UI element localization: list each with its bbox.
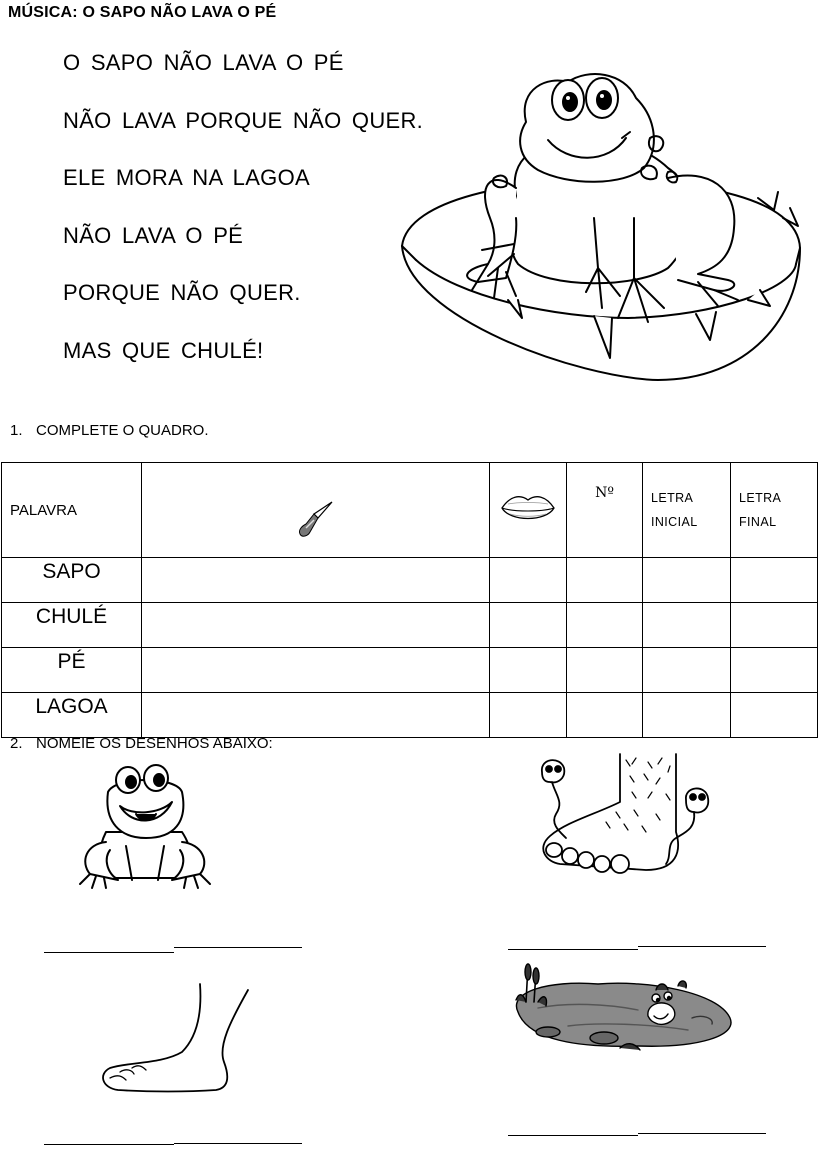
answer-line[interactable]	[44, 1144, 174, 1145]
number-cell[interactable]	[567, 603, 643, 648]
syllables-cell[interactable]	[490, 693, 567, 738]
number-cell[interactable]	[567, 648, 643, 693]
lips-icon	[500, 490, 556, 526]
write-cell[interactable]	[142, 603, 490, 648]
answer-line[interactable]	[638, 946, 766, 947]
write-cell[interactable]	[142, 648, 490, 693]
lyric-line: PORQUE NÃO QUER.	[63, 280, 301, 305]
question-text: COMPLETE O QUADRO.	[36, 422, 209, 439]
question-number: 2.	[10, 735, 23, 752]
number-cell[interactable]	[567, 558, 643, 603]
question-text: NOMEIE OS DESENHOS ABAIXO:	[36, 735, 273, 752]
answer-line[interactable]	[44, 952, 174, 953]
header-letra-inicial	[643, 463, 731, 558]
write-cell[interactable]	[142, 558, 490, 603]
initial-letter-cell[interactable]	[643, 603, 731, 648]
word-cell: PÉ	[2, 648, 142, 693]
lyric-line: NÃO LAVA PORQUE NÃO QUER.	[63, 107, 424, 133]
question-2	[10, 735, 273, 752]
final-letter-cell[interactable]	[731, 558, 818, 603]
initial-letter-cell[interactable]	[643, 648, 731, 693]
initial-letter-cell[interactable]	[643, 693, 731, 738]
syllables-cell[interactable]	[490, 558, 567, 603]
table-row	[2, 603, 818, 648]
header-line: FINAL	[739, 515, 777, 529]
initial-letter-cell[interactable]	[643, 558, 731, 603]
table-row	[2, 648, 818, 693]
final-letter-cell[interactable]	[731, 603, 818, 648]
table-row	[2, 558, 818, 603]
word-table	[1, 462, 818, 738]
number-cell[interactable]	[567, 693, 643, 738]
answer-line[interactable]	[174, 1143, 302, 1144]
page-title: MÚSICA: O SAPO NÃO LAVA O PÉ	[8, 4, 277, 21]
header-number: Nº	[567, 463, 643, 558]
pen-nib-icon	[296, 500, 336, 540]
foot-drawing	[98, 982, 256, 1098]
lyric-line: MAS QUE CHULÉ!	[63, 337, 264, 363]
header-speak	[490, 463, 567, 558]
answer-line[interactable]	[508, 1135, 638, 1136]
pond-drawing	[508, 962, 736, 1058]
final-letter-cell[interactable]	[731, 648, 818, 693]
answer-line[interactable]	[508, 949, 638, 950]
header-palavra: PALAVRA	[2, 463, 142, 558]
word-cell: CHULÉ	[2, 603, 142, 648]
answer-line[interactable]	[638, 1133, 766, 1134]
final-letter-cell[interactable]	[731, 693, 818, 738]
header-line: INICIAL	[651, 515, 698, 529]
frog-drawing	[76, 762, 214, 892]
word-cell: SAPO	[2, 558, 142, 603]
syllables-cell[interactable]	[490, 603, 567, 648]
frog-on-lilypad-illustration	[398, 68, 803, 386]
lyric-line: ELE MORA NA LAGOA	[63, 165, 310, 190]
write-cell[interactable]	[142, 693, 490, 738]
question-number: 1.	[10, 422, 23, 439]
header-write	[142, 463, 490, 558]
song-lyrics	[63, 48, 423, 393]
word-cell: LAGOA	[2, 693, 142, 738]
lyric-line: O SAPO NÃO LAVA O PÉ	[63, 50, 344, 75]
smelly-foot-drawing	[536, 752, 714, 884]
header-letra-final	[731, 463, 818, 558]
table-row	[2, 693, 818, 738]
syllables-cell[interactable]	[490, 648, 567, 693]
question-1	[10, 422, 209, 439]
header-line: LETRA	[739, 491, 782, 505]
lyric-line: NÃO LAVA O PÉ	[63, 222, 244, 248]
header-line: LETRA	[651, 491, 694, 505]
answer-line[interactable]	[174, 947, 302, 948]
